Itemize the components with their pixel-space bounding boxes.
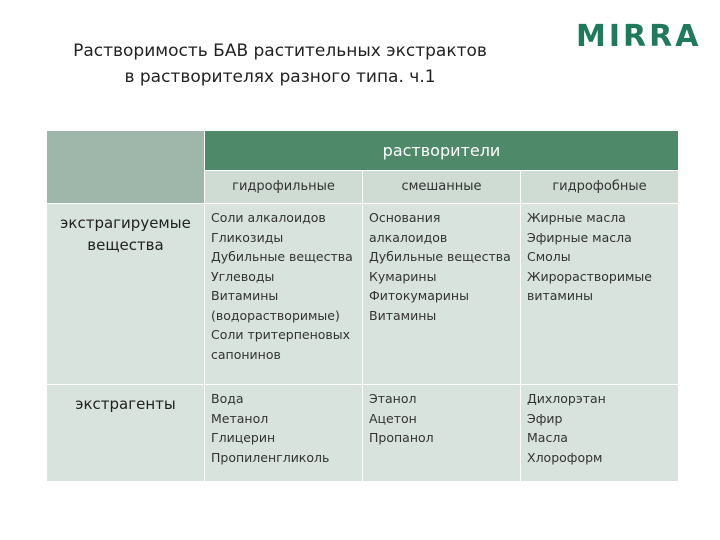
column-header-hydrophilic: гидрофильные	[205, 170, 363, 203]
cell-line: Соли алкалоидов	[211, 210, 326, 225]
cell-mixed-substances	[363, 204, 521, 385]
slide-title-line-1: Растворимость БАВ растительных экстрактов	[73, 41, 487, 61]
cell-line: Гликозиды	[211, 229, 284, 245]
cell-line: Этанол	[369, 391, 417, 406]
cell-line: Жирорастворимые	[527, 268, 652, 284]
cell-line: Масла	[527, 430, 568, 445]
cell-line: Дубильные вещества	[211, 249, 353, 264]
table-corner-cell	[47, 131, 205, 204]
cell-line: Кумарины	[369, 268, 437, 284]
table-row	[47, 204, 679, 385]
cell-line: Дихлорэтан	[527, 391, 606, 406]
mirra-logo	[576, 18, 710, 50]
slide-title	[40, 38, 520, 90]
cell-line: алкалоидов	[369, 229, 448, 245]
solvents-header: растворители	[205, 131, 679, 171]
column-header-mixed: смешанные	[363, 170, 521, 203]
column-header-hydrophobic: гидрофобные	[521, 170, 679, 203]
row-label-line: вещества	[87, 236, 164, 254]
cell-line: Ацетон	[369, 410, 417, 426]
cell-line: Фитокумарины	[369, 288, 469, 303]
cell-line: Основания	[369, 210, 441, 225]
mirra-logo-wordmark	[576, 18, 710, 50]
cell-line: витамины	[527, 288, 594, 303]
cell-mixed-extractants	[363, 385, 521, 482]
cell-line: (водорастворимые)	[211, 307, 340, 323]
cell-hydrophilic-extractants	[205, 385, 363, 482]
cell-line: Соли тритерпеновых	[211, 327, 351, 342]
cell-line: Витамины	[369, 307, 437, 323]
row-label-extracted-substances	[47, 204, 205, 385]
cell-line: Глицерин	[211, 430, 276, 445]
cell-line: Дубильные вещества	[369, 249, 511, 264]
cell-hydrophobic-extractants	[521, 385, 679, 482]
cell-hydrophilic-substances	[205, 204, 363, 385]
cell-line: Вода	[211, 391, 244, 406]
cell-line: Метанол	[211, 410, 269, 426]
logo-text: MIRRA	[576, 19, 702, 50]
row-label-line: экстрагенты	[75, 395, 176, 413]
cell-hydrophobic-substances	[521, 204, 679, 385]
cell-line: Жирные масла	[527, 210, 626, 225]
slide-title-line-2: в растворителях разного типа. ч.1	[124, 67, 436, 87]
cell-line: Пропанол	[369, 430, 434, 445]
cell-line: Эфирные масла	[527, 229, 632, 245]
cell-line: Витамины	[211, 288, 279, 303]
cell-line: сапонинов	[211, 346, 281, 362]
row-label-line: экстрагируемые	[60, 214, 191, 232]
row-label-extractants	[47, 385, 205, 482]
table-row	[47, 385, 679, 482]
cell-line: Углеводы	[211, 268, 275, 284]
solubility-table	[46, 130, 679, 482]
cell-line: Хлороформ	[527, 449, 603, 465]
cell-line: Пропиленгликоль	[211, 449, 330, 465]
cell-line: Смолы	[527, 249, 571, 264]
cell-line: Эфир	[527, 410, 563, 426]
